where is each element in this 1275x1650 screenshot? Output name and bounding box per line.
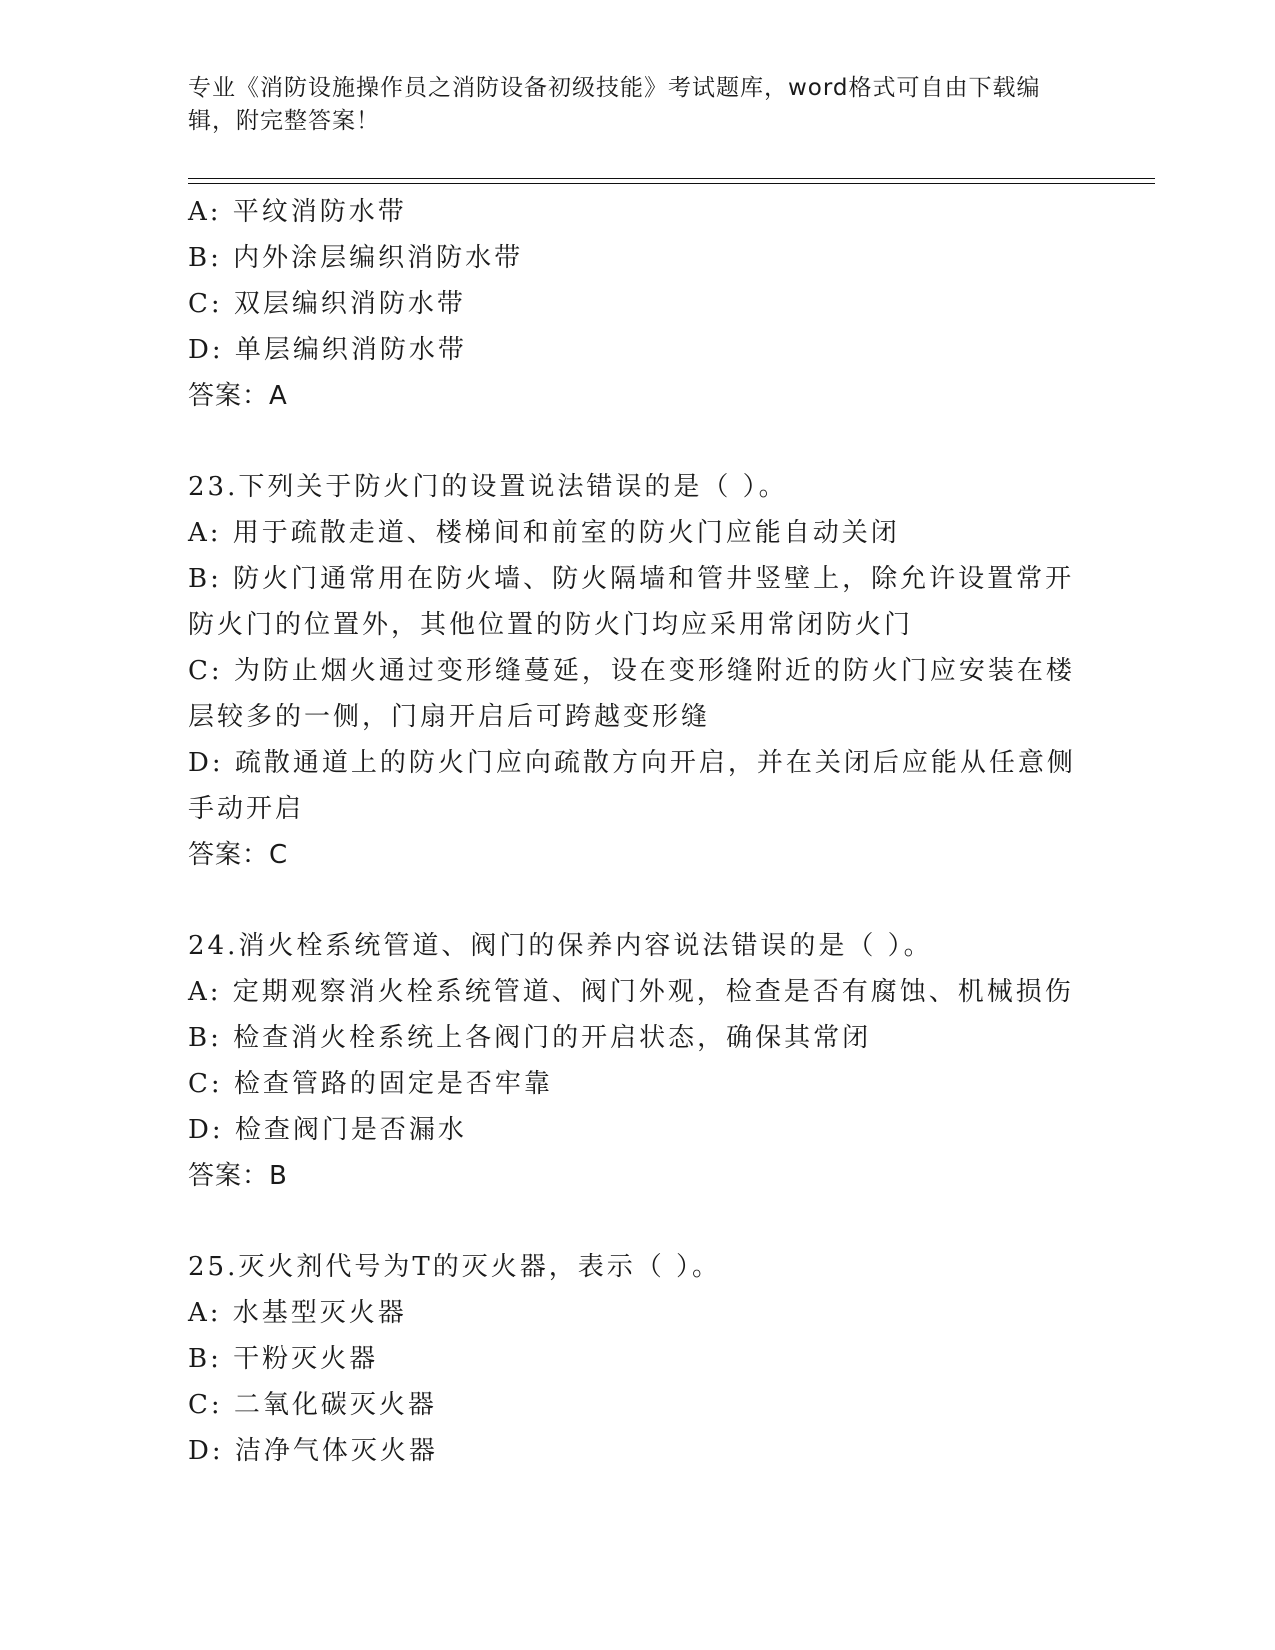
option-d: D: 洁净气体灭火器 xyxy=(188,1436,438,1466)
header-rule-top xyxy=(188,178,1155,179)
option-d: D: 检查阀门是否漏水 xyxy=(188,1115,467,1145)
header-text: 专业《消防设施操作员之消防设备初级技能》考试题库，word格式可自由下载编辑，附完整答案！ xyxy=(188,75,1041,134)
option-c: C: 二氧化碳灭火器 xyxy=(188,1390,437,1420)
question-25 xyxy=(188,1244,1088,1474)
option-b: B: 防火门通常用在防火墙、防火隔墙和管井竖壁上，除允许设置常开防火门的位置外，其他位置的防火门均应采用常闭防火门 xyxy=(188,564,1075,640)
option-b: B: 内外涂层编织消防水带 xyxy=(188,243,524,273)
question-list xyxy=(188,189,1088,1474)
option-c: C: 双层编织消防水带 xyxy=(188,289,466,319)
question-title: 24.消火栓系统管道、阀门的保养内容说法错误的是（ ）。 xyxy=(188,931,933,961)
option-a: A: 平纹消防水带 xyxy=(188,197,407,227)
option-b: B: 检查消火栓系统上各阀门的开启状态，确保其常闭 xyxy=(188,1023,872,1053)
question-23 xyxy=(188,464,1088,878)
option-b: B: 干粉灭火器 xyxy=(188,1344,379,1374)
answer: 答案：C xyxy=(188,840,289,870)
question-title: 23.下列关于防火门的设置说法错误的是（ ）。 xyxy=(188,472,788,502)
document-header xyxy=(188,72,1088,138)
header-rule-bottom xyxy=(188,183,1155,184)
answer: 答案：A xyxy=(188,381,288,411)
option-d: D: 单层编织消防水带 xyxy=(188,335,467,365)
option-a: A: 定期观察消火栓系统管道、阀门外观，检查是否有腐蚀、机械损伤 xyxy=(188,977,1074,1007)
option-a: A: 用于疏散走道、楼梯间和前室的防火门应能自动关闭 xyxy=(188,518,900,548)
question-24 xyxy=(188,923,1088,1199)
option-c: C: 检查管路的固定是否牢靠 xyxy=(188,1069,553,1099)
option-a: A: 水基型灭火器 xyxy=(188,1298,407,1328)
answer: 答案：B xyxy=(188,1161,288,1191)
question-22 xyxy=(188,189,1088,419)
option-d: D: 疏散通道上的防火门应向疏散方向开启，并在关闭后应能从任意侧手动开启 xyxy=(188,748,1076,824)
option-c: C: 为防止烟火通过变形缝蔓延，设在变形缝附近的防火门应安装在楼层较多的一侧，门扇开启后可跨越变形缝 xyxy=(188,656,1075,732)
question-title: 25.灭火剂代号为T的灭火器，表示（ ）。 xyxy=(188,1252,721,1282)
